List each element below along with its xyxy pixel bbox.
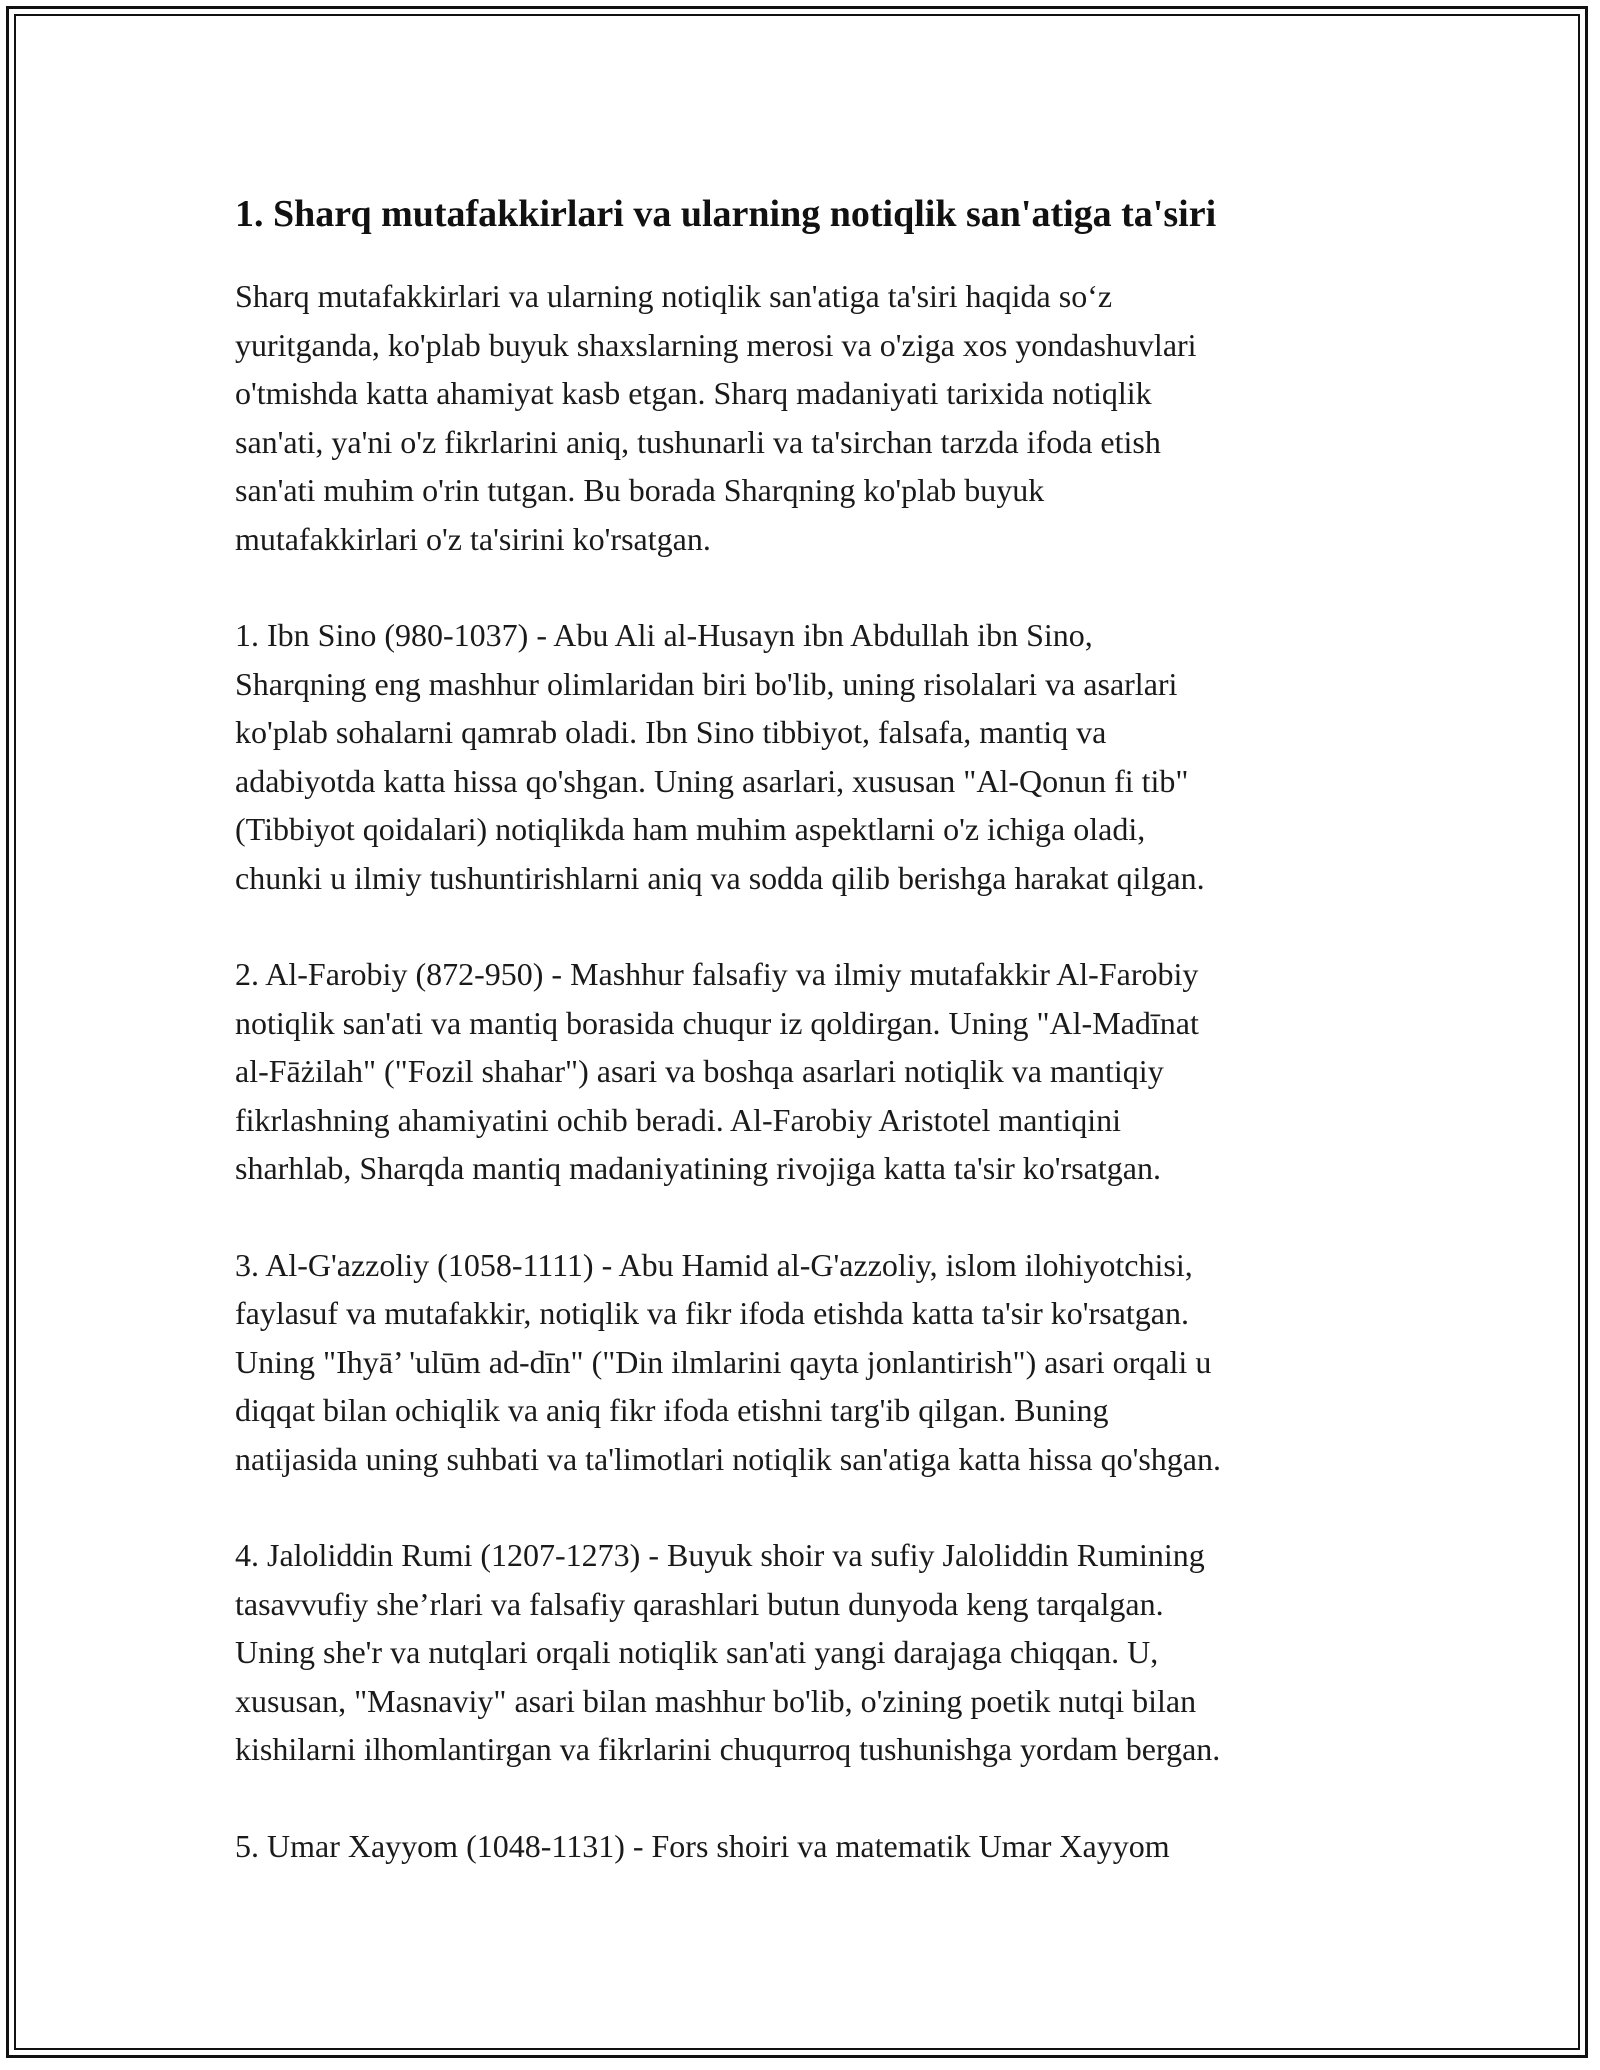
text-line: chunki u ilmiy tushuntirishlarni aniq va sodda qilib berishga harakat qilgan. [235, 859, 1205, 896]
text-line: o'tmishda katta ahamiyat kasb etgan. Sharq madaniyati tarixida notiqlik [235, 375, 1152, 411]
text-line: fikrlashning ahamiyatini ochib beradi. Al-Farobiy Aristotel mantiqini [235, 1101, 1122, 1138]
text-line: Uning "Ihyā’ 'ulūm ad-dīn" ("Din ilmlarini qayta jonlantirish") asari orqali u [235, 1343, 1212, 1380]
text-line: faylasuf va mutafakkir, notiqlik va fikr ifoda etishda katta ta'sir ko'rsatgan. [235, 1295, 1189, 1331]
text-line: diqqat bilan ochiqlik va aniq fikr ifoda etishni targ'ib qilgan. Buning [235, 1392, 1109, 1428]
text-line: sharhlab, Sharqda mantiq madaniyatining rivojiga katta ta'sir ko'rsatgan. [235, 1150, 1161, 1186]
text-line: san'ati muhim o'rin tutgan. Bu borada Sharqning ko'plab buyuk [235, 472, 1045, 508]
text-line: tasavvufiy she’rlari va falsafiy qarashlari butun dunyoda keng tarqalgan. [235, 1585, 1164, 1622]
text-line: yuritganda, ko'plab buyuk shaxslarning merosi va o'ziga xos yondashuvlari [235, 326, 1197, 363]
text-line: Uning she'r va nutqlari orqali notiqlik san'ati yangi darajaga chiqqan. U, [235, 1634, 1159, 1670]
text-line: xususan, "Masnaviy" asari bilan mashhur bo'lib, o'zining poetik nutqi bilan [235, 1682, 1197, 1719]
paragraph-ibn-sino [235, 611, 1385, 902]
text-line: Sharqning eng mashhur olimlaridan biri bo'lib, uning risolalari va asarlari [235, 665, 1178, 702]
text-line: mutafakkirlari o'z ta'sirini ko'rsatgan. [235, 520, 711, 557]
paragraph-rumi [235, 1531, 1385, 1774]
text-line: 4. Jaloliddin Rumi (1207-1273) - Buyuk shoir va sufiy Jaloliddin Rumining [235, 1537, 1205, 1573]
page-title: 1. Sharq mutafakkirlari va ularning notiqlik san'atiga ta'siri [235, 193, 1217, 235]
paragraph-umar-xayyom [235, 1822, 1385, 1871]
text-line: 5. Umar Xayyom (1048-1131) - Fors shoiri va matematik Umar Xayyom [235, 1827, 1170, 1864]
text-line: natijasida uning suhbati va ta'limotlari notiqlik san'atiga katta hissa qo'shgan. [235, 1440, 1221, 1477]
text-line: 2. Al-Farobiy (872-950) - Mashhur falsafiy va ilmiy mutafakkir Al-Farobiy [235, 956, 1199, 992]
text-line: kishilarni ilhomlantirgan va fikrlarini chuqurroq tushunishga yordam bergan. [235, 1731, 1221, 1767]
text-line: notiqlik san'ati va mantiq borasida chuqur iz qoldirgan. Uning "Al-Madīnat [235, 1004, 1199, 1041]
text-line: 3. Al-G'azzoliy (1058-1111) - Abu Hamid al-G'azzoliy, islom ilohiyotchisi, [235, 1246, 1193, 1283]
text-line: al-Fāżilah" ("Fozil shahar") asari va boshqa asarlari notiqlik va mantiqiy [235, 1053, 1164, 1089]
paragraph-al-gazzoliy [235, 1241, 1385, 1484]
text-line: adabiyotda katta hissa qo'shgan. Uning asarlari, xususan "Al-Qonun fi tib" [235, 762, 1189, 799]
text-line: ko'plab sohalarni qamrab oladi. Ibn Sino tibbiyot, falsafa, mantiq va [235, 714, 1107, 750]
text-line: san'ati, ya'ni o'z fikrlarini aniq, tushunarli va ta'sirchan tarzda ifoda etish [235, 423, 1161, 460]
intro-paragraph [235, 272, 1385, 563]
paragraph-al-farobiy [235, 950, 1385, 1193]
text-line: 1. Ibn Sino (980-1037) - Abu Ali al-Husayn ibn Abdullah ibn Sino, [235, 617, 1093, 653]
document-body [235, 188, 1385, 1918]
text-line: Sharq mutafakkirlari va ularning notiqlik san'atiga ta'siri haqida so‘z [235, 278, 1113, 314]
text-line: (Tibbiyot qoidalari) notiqlikda ham muhim aspektlarni o'z ichiga oladi, [235, 811, 1146, 847]
